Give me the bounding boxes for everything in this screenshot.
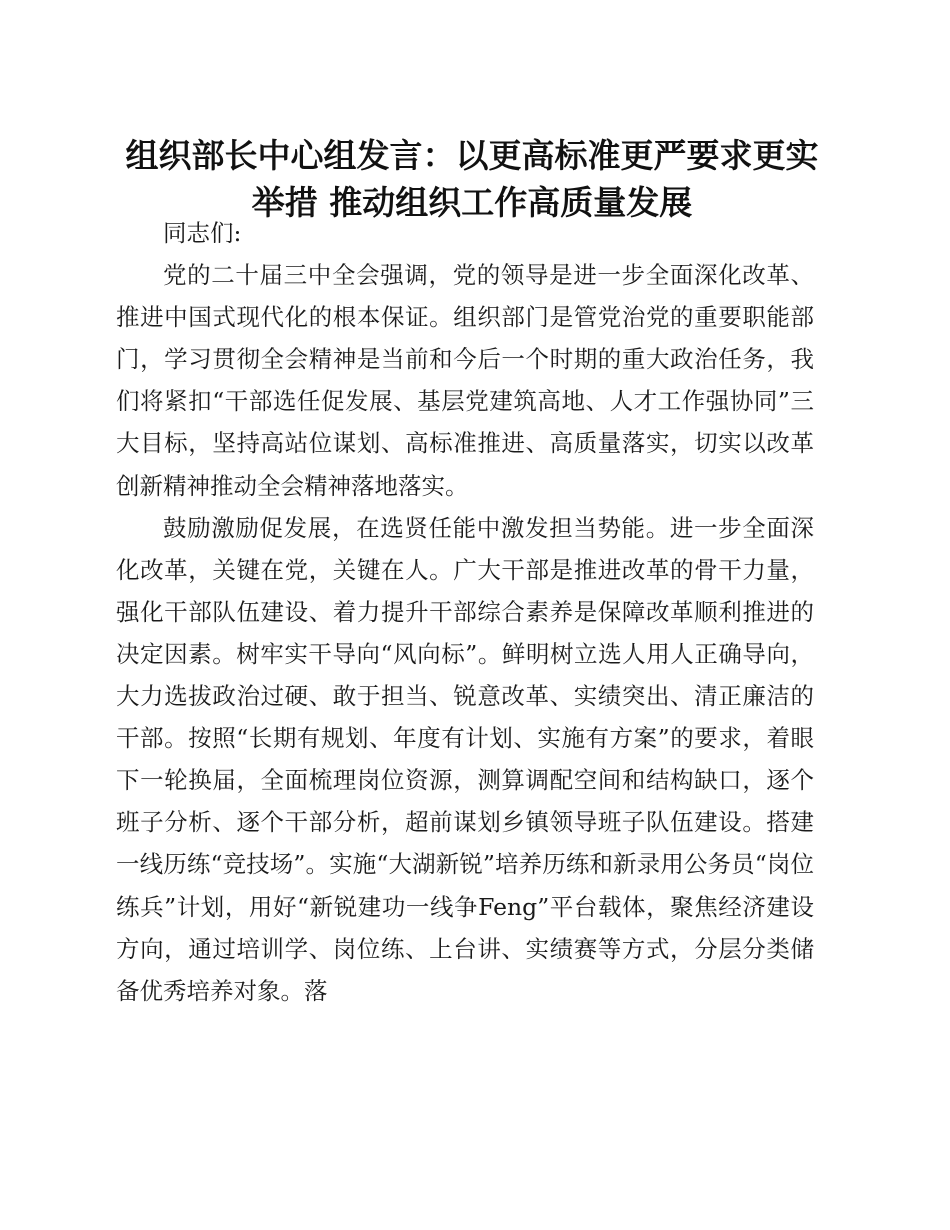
document-title: 组织部长中心组发言：以更高标准更严要求更实举措 推动组织工作高质量发展 [125,136,819,222]
salutation: 同志们: [163,219,242,247]
paragraph-1: 党的二十届三中全会强调，党的领导是进一步全面深化改革、推进中国式现代化的根本保证。组织部门是管党治党的重要职能部门，学习贯彻全会精神是当前和今后一个时期的重大政治任务，我们将紧扣“干部选任促发展、基层党建筑高地、人才工作强协同”三大目标，坚持高站位谋划、高标准推进、高质量落实，切实以改革创新精神推动全会精神落地落实。 [116,261,814,500]
document-body [116,212,814,1012]
paragraph-2: 鼓励激励促发展，在选贤任能中激发担当势能。进一步全面深化改革，关键在党，关键在人。广大干部是推进改革的骨干力量，强化干部队伍建设、着力提升干部综合素养是保障改革顺利推进的决定因素。树牢实干导向“风向标”。鲜明树立选人用人正确导向，大力选拔政治过硬、敢于担当、锐意改革、实绩突出、清正廉洁的干部。按照“长期有规划、年度有计划、实施有方案”的要求，着眼下一轮换届，全面梳理岗位资源，测算调配空间和结构缺口，逐个班子分析、逐个干部分析，超前谋划乡镇领导班子队伍建设。搭建一线历练“竞技场”。实施“大湖新锐”培养历练和新录用公务员“岗位练兵”计划，用好“新锐建功一线争Feng”平台载体，聚焦经济建设方向，通过培训学、岗位练、上台讲、实绩赛等方式，分层分类储备优秀培养对象。落 [116,513,814,1005]
